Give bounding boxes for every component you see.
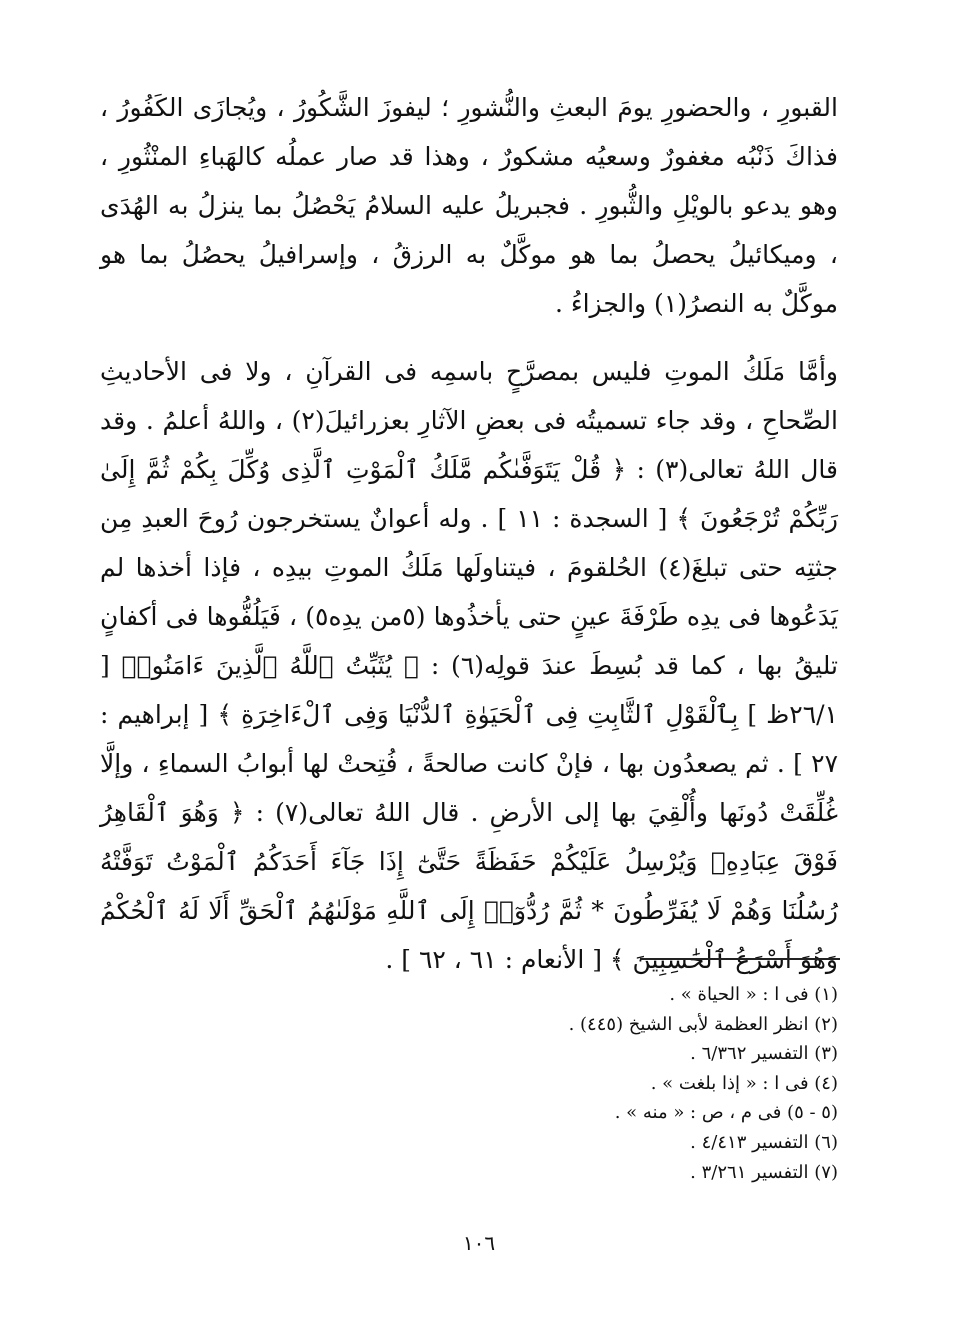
footnote: (٢) انظر العظمة لأبى الشيخ (٤٤٥) . <box>568 1013 838 1035</box>
body-text <box>100 347 838 984</box>
footnote: (٦) التفسير ٤/٤١٣ . <box>690 1131 838 1153</box>
footnote: (٥ - ٥) فى م ، ص : « منه » . <box>614 1102 838 1124</box>
body-text <box>100 83 838 328</box>
footnote: (٤) فى ا : « إذا بلغت » . <box>650 1072 838 1094</box>
paragraph: القبورِ ، والحضورِ يومَ البعثِ والنُّشورِ ؛ ليفوزَ الشَّكُورُ ، ويُجازَى الكَفُورُ ، فذاكَ ذَنْبُه مغفورٌ وسعيُه مشكورٌ ، وهذا قد صار عملُه كالهَباءِ المنْثُورِ ، وهو يدعو بالويْلِ والثُّبورِ . فجبريلُ عليه السلامُ يَحْصُلُ بما ينزلُ به الهُدَى ، وميكائيلُ يحصلُ بما هو موكَّلٌ به الرزقُ ، وإسرافيلُ يحصُلُ بما هو موكَّلٌ به النصرُ(١) والجزاءُ . <box>100 93 838 318</box>
footnote: (٧) التفسير ٣/٢٦١ . <box>690 1161 838 1183</box>
page-number: ١٠٦ <box>462 1231 496 1255</box>
paragraph: وأمَّا مَلَكُ الموتِ فليس بمصرَّحٍ باسمِه فى القرآنِ ، ولا فى الأحاديثِ الصِّحاحِ ، وقد جاء تسميتُه فى بعضِ الآثارِ بعزرائيلَ(٢) ، واللهُ أعلمُ . وقد قال اللهُ تعالى(٣) : ﴿ قُلْ يَتَوَفَّىٰكُم مَّلَكُ ٱلْمَوْتِ ٱلَّذِى وُكِّلَ بِكُمْ ثُمَّ إِلَىٰ رَبِّكُمْ تُرْجَعُونَ ﴾ [ السجدة : ١١ ] . وله أعوانٌ يستخرجون رُوحَ العبدِ مِن جثتِه حتى تبلغَ(٤) الحُلقومَ ، فيتناولَها مَلَكُ الموتِ بيدِه ، فإذا أخذها لم يَدَعُوها فى يدِه طَرْفَةَ عينٍ حتى يأخذُوها (٥من يدِه٥) ، فَيَلُفُّوها فى أكفانٍ تليقُ بها ، كما قد بُسِطَ عندَ قولِه(٦) : ﴿ يُثَبِّتُ ٱللَّهُ ٱلَّذِينَ ءَامَنُوا۟ [ ٢٦/١ظ ] بِٱلْقَوْلِ ٱلثَّابِتِ فِى ٱلْحَيَوٰةِ ٱلدُّنْيَا وَفِى ٱلْءَاخِرَةِ ﴾ [ إبراهيم : ٢٧ ] . ثم يصعدُون بها ، فإنْ كانت صالحةً ، فُتِحتْ لها أبوابُ السماءِ ، وإلَّا غُلِّقَتْ دُونَها وأُلْقِيَ بها إلى الأرضِ . قال اللهُ تعالى(٧) : ﴿ وَهُوَ ٱلْقَاهِرُ فَوْقَ عِبَادِهِۦ وَيُرْسِلُ عَلَيْكُمْ حَفَظَةً حَتَّىٰٓ إِذَا جَآءَ أَحَدَكُمُ ٱلْمَوْتُ تَوَفَّتْهُ رُسُلُنَا وَهُمْ لَا يُفَرِّطُونَ * ثُمَّ رُدُّوٓا۟ إِلَى ٱللَّهِ مَوْلَىٰهُمُ ٱلْحَقِّ أَلَا لَهُ ٱلْحُكْمُ وَهُوَ أَسْرَعُ ٱلْحَٰسِبِينَ ﴾ [ الأنعام : ٦١ ، ٦٢ ] . <box>100 357 839 974</box>
footnote-divider <box>640 958 840 960</box>
footnotes <box>300 980 838 1187</box>
footnote: (٣) التفسير ٦/٣٦٢ . <box>690 1043 838 1065</box>
footnote: (١) فى ا : « الحياة » . <box>669 984 838 1005</box>
